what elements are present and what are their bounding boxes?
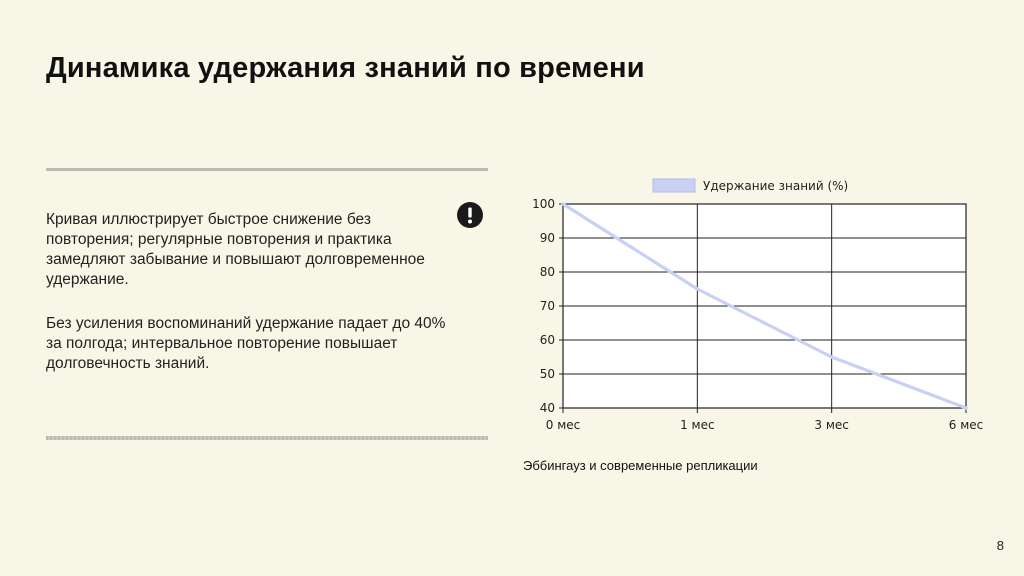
y-tick-label: 70	[539, 299, 555, 313]
retention-chart	[520, 172, 1000, 457]
exclamation-icon	[456, 201, 484, 229]
legend-swatch	[653, 179, 695, 192]
y-tick-label: 100	[532, 197, 555, 211]
chart-caption: Эббингауз и современные репликации	[523, 458, 758, 473]
description-paragraph-2: Без усиления воспоминаний удержание падает до 40% за полгода; интервальное повторение повышает долговечность знаний.	[46, 315, 446, 372]
legend-label: Удержание знаний (%)	[703, 179, 849, 193]
x-tick-label: 3 мес	[814, 418, 849, 432]
divider-top	[46, 168, 488, 171]
x-tick-label: 6 мес	[948, 418, 984, 432]
slide-title: Динамика удержания знаний по времени	[46, 52, 645, 84]
data-point	[696, 287, 700, 291]
retention-chart-svg	[520, 172, 1000, 452]
divider-bottom	[46, 436, 488, 440]
y-tick-label: 80	[539, 265, 555, 279]
y-tick-label: 40	[539, 401, 555, 415]
x-tick-label: 0 мес	[545, 418, 581, 432]
y-tick-label: 90	[539, 231, 555, 245]
y-tick-label: 50	[539, 367, 555, 381]
data-point	[830, 355, 834, 359]
data-point	[561, 202, 565, 206]
y-tick-label: 60	[539, 333, 555, 347]
page-number: 8	[996, 538, 1004, 553]
description-paragraph-1: Кривая иллюстрирует быстрое снижение без повторения; регулярные повторения и практика замедляют забывание и повышают долговременное удержание.	[46, 211, 425, 288]
x-tick-label: 1 мес	[680, 418, 715, 432]
data-point	[964, 406, 968, 410]
